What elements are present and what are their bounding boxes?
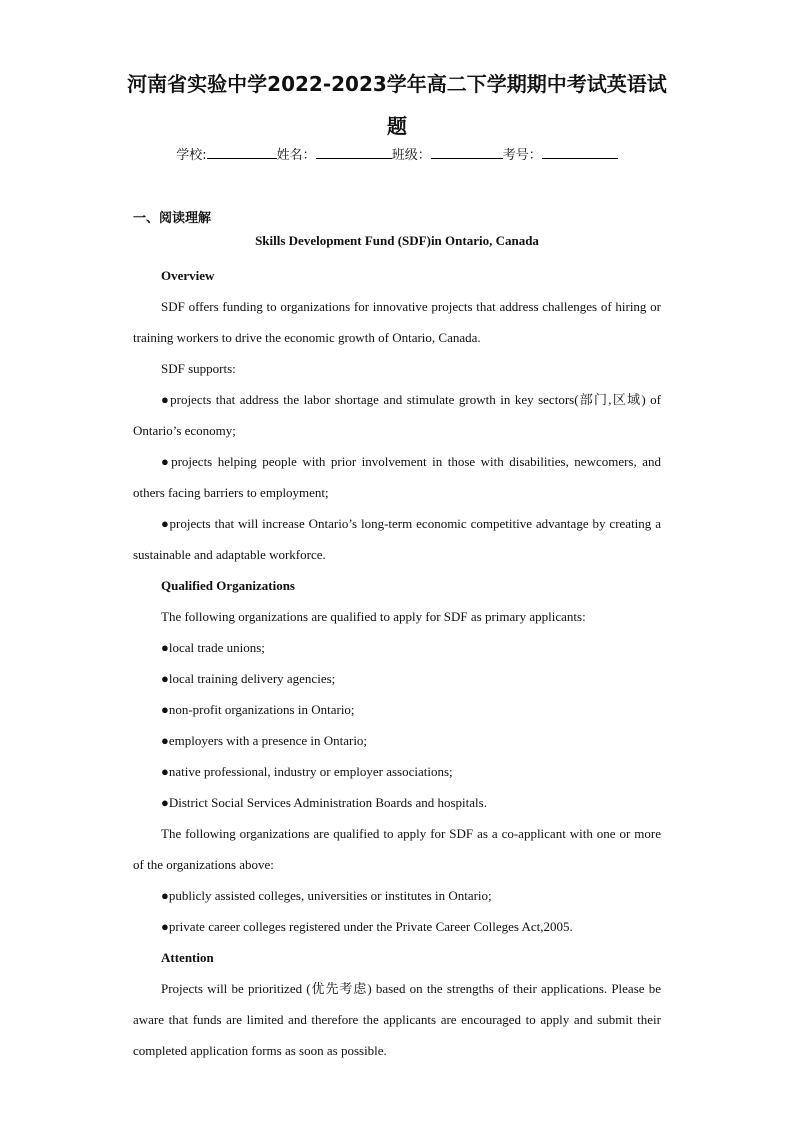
class-blank[interactable] — [431, 146, 503, 159]
co-applicant-item: ●publicly assisted colleges, universities or institutes in Ontario; — [161, 888, 492, 903]
passage-title: Skills Development Fund (SDF)in Ontario, Canada — [255, 233, 539, 248]
primary-item: ●local training delivery agencies; — [161, 671, 336, 686]
attention-heading: Attention — [161, 950, 214, 965]
attention-text: Projects will be prioritized (优先考虑) based on the strengths of their applications. Please be aware that funds are limited and therefore the applicants are encouraged to apply and submit their completed application forms as soon as possible. — [133, 981, 661, 1058]
primary-item: ●District Social Services Administration Boards and hospitals. — [161, 795, 487, 810]
primary-item: ●local trade unions; — [161, 640, 265, 655]
overview-heading: Overview — [161, 268, 215, 283]
supports-item: ●projects helping people with prior involvement in those with disabilities, newcomers, and others facing barriers to employment; — [133, 454, 661, 500]
class-label: 班级： — [391, 148, 431, 163]
supports-intro: SDF supports: — [161, 361, 236, 376]
primary-item: ●employers with a presence in Ontario; — [161, 733, 368, 748]
co-applicant-intro: The following organizations are qualified to apply for SDF as a co-applicant with one or more of the organizations above: — [133, 826, 661, 872]
name-label: 姓名： — [276, 148, 316, 163]
supports-item: ●projects that address the labor shortage and stimulate growth in key sectors(部门,区域) of Ontario’s economy; — [133, 392, 661, 438]
section-heading: 一、阅读理解 — [133, 211, 212, 226]
exam-title-line1: 河南省实验中学2022-2023学年高二下学期期中考试英语试 — [127, 72, 667, 96]
co-applicant-item: ●private career colleges registered under the Private Career Colleges Act,2005. — [161, 919, 573, 934]
passage-body — [133, 260, 661, 1066]
number-label: 考号： — [502, 148, 542, 163]
student-info-line — [0, 144, 794, 163]
qualified-heading: Qualified Organizations — [161, 578, 295, 593]
number-blank[interactable] — [542, 146, 618, 159]
primary-intro: The following organizations are qualified to apply for SDF as primary applicants: — [161, 609, 586, 624]
supports-item: ●projects that will increase Ontario’s long-term economic competitive advantage by creating a sustainable and adaptable workforce. — [133, 516, 661, 562]
primary-item: ●native professional, industry or employer associations; — [161, 764, 453, 779]
name-blank[interactable] — [316, 146, 392, 159]
school-blank[interactable] — [207, 146, 277, 159]
exam-title-line2: 题 — [387, 114, 407, 138]
overview-text: SDF offers funding to organizations for innovative projects that address challenges of hiring or training workers to drive the economic growth of Ontario, Canada. — [133, 299, 661, 345]
school-label: 学校: — [176, 148, 207, 163]
primary-item: ●non-profit organizations in Ontario; — [161, 702, 355, 717]
